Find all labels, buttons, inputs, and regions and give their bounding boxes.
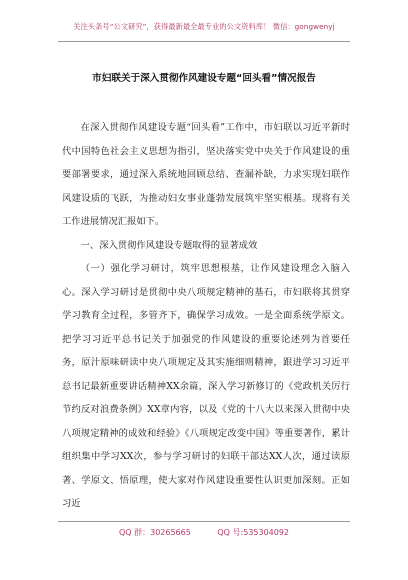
footer-qq-group: QQ 群：30265665	[118, 528, 191, 537]
document-title: 市妇联关于深入贯彻作风建设专题“回头看”情况报告	[92, 73, 316, 84]
footer-contact	[0, 527, 408, 538]
footer-divider	[58, 521, 350, 522]
body-paragraph: （一）强化学习研讨，筑牢思想根基，让作风建设理念入脑入心。深入学习研讨是贯彻中央八项规定精神的基石，市妇联将其贯穿学习教育全过程，多管齐下，确保学习成效。一是全面系统学原文。把学习习近平总书记关于加强党的作风建设的重要论述列为首要任务，原汁原味研读中央八项规定及其实施细则精神，跟进学习习近平总书记最新重要讲话精神XX余篇，深入学习新修订的《党政机关厉行节约反对浪费条例》XX章内容，以及《党的十八大以来深入贯彻中央八项规定精神的成效和经验》《八项规定改变中国》等重要著作，累计组织集中学习XX次，参与学习研讨的妇联干部达XX人次，通过读原著、学原文、悟原理，使大家对作风建设重要性认识更加深刻。正如习近	[62, 263, 350, 509]
header-banner: 关注头条号“公文研究”，获得最新最全最专业的公文资料库！ 微信：gongwenyj	[73, 22, 335, 31]
intro-paragraph: 在深入贯彻作风建设专题“回头看”工作中，市妇联以习近平新时代中国特色社会主义思想为指引，坚决落实党中央关于作风建设的重要部署要求，通过深入系统地回顾总结、查漏补缺，力求实现妇联作风建设质的飞跃，为推动妇女事业蓬勃发展筑牢坚实根基。现将有关工作进展情况汇报如下。	[62, 122, 350, 227]
document-body	[62, 116, 350, 516]
section-heading: 一、深入贯彻作风建设专题取得的显著成效	[80, 239, 258, 251]
header-divider	[58, 41, 350, 42]
footer-qq-number: QQ 号:535304092	[217, 528, 290, 537]
